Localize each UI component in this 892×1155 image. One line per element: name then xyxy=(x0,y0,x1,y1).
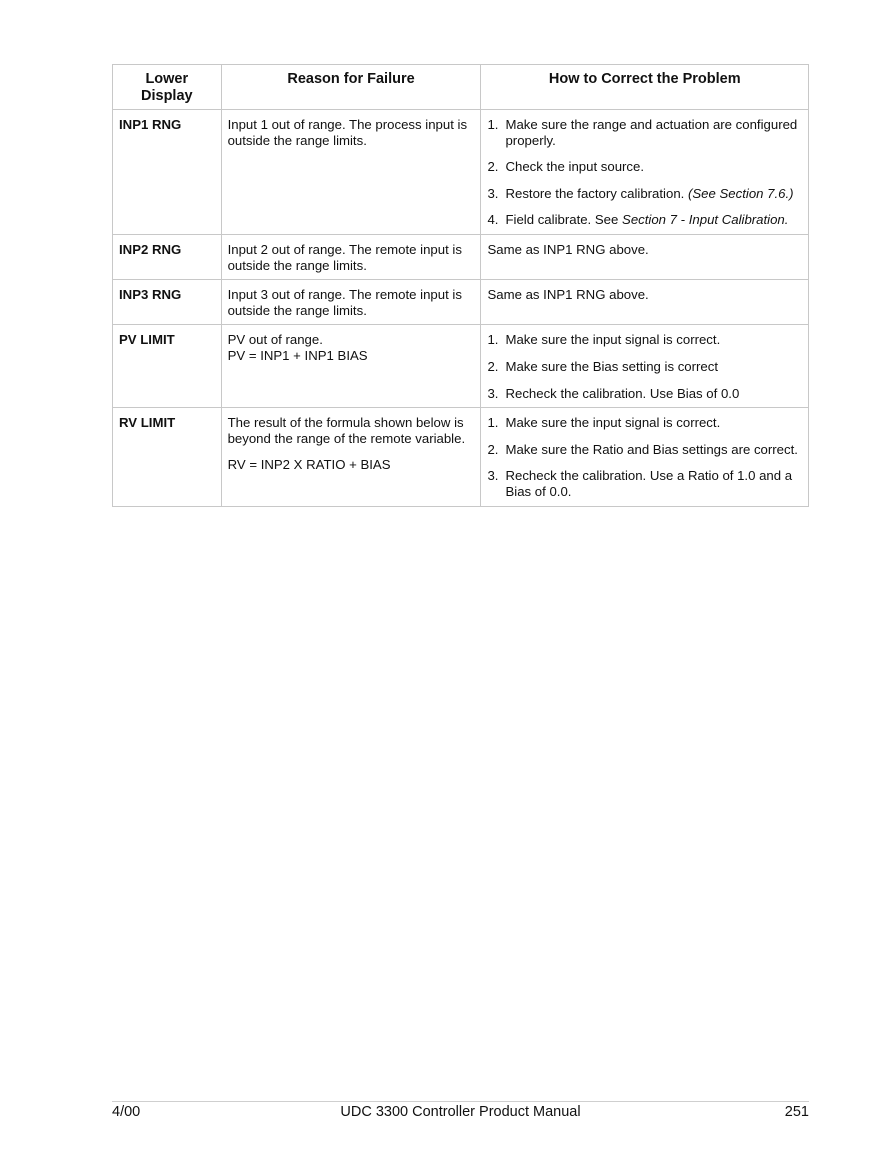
row-reason xyxy=(221,280,481,325)
step-number: 2. xyxy=(487,159,499,175)
list-item xyxy=(487,359,802,375)
step-text: Field calibrate. See xyxy=(505,212,623,228)
step-text: Make sure the range and actuation are configured properly. xyxy=(505,117,798,148)
step-number: 3. xyxy=(487,468,499,484)
list-item xyxy=(487,212,802,228)
row-reason xyxy=(221,325,481,408)
table-header-row xyxy=(113,65,809,110)
table-row xyxy=(113,408,809,506)
reason-formula: PV = INP1 + INP1 BIAS xyxy=(227,347,368,363)
page-number: 251 xyxy=(784,1104,809,1120)
row-code: INP2 RNG xyxy=(113,234,222,279)
footer-divider xyxy=(112,1101,809,1102)
step-number: 1. xyxy=(487,117,499,132)
row-code: PV LIMIT xyxy=(113,325,222,408)
row-correction: Same as INP1 RNG above. xyxy=(481,234,809,279)
list-item xyxy=(487,468,802,499)
header-correction: How to Correct the Problem xyxy=(481,65,809,110)
row-reason xyxy=(221,408,481,506)
step-number: 3. xyxy=(487,385,499,401)
footer-title: UDC 3300 Controller Product Manual xyxy=(340,1104,581,1120)
step-text: Recheck the calibration. Use a Ratio of 1.0 and a Bias of 0.0. xyxy=(505,468,793,499)
table-row xyxy=(113,325,809,408)
reason-text: Input 1 out of range. The process input is outside the range limits. xyxy=(227,117,468,148)
step-text: Make sure the Ratio and Bias settings are correct. xyxy=(505,441,798,457)
row-correction xyxy=(481,408,809,506)
troubleshooting-table xyxy=(112,64,809,507)
step-number: 4. xyxy=(487,212,499,228)
row-code: INP3 RNG xyxy=(113,280,222,325)
step-number: 2. xyxy=(487,441,499,457)
footer-date: 4/00 xyxy=(112,1104,141,1120)
header-reason: Reason for Failure xyxy=(221,65,481,110)
step-text: Check the input source. xyxy=(505,159,645,175)
step-number: 1. xyxy=(487,332,499,348)
reason-text: Input 2 out of range. The remote input is outside the range limits. xyxy=(227,241,462,273)
row-code: RV LIMIT xyxy=(113,408,222,506)
row-correction xyxy=(481,110,809,235)
list-item xyxy=(487,386,802,402)
list-item xyxy=(487,159,802,175)
step-text: Make sure the input signal is correct. xyxy=(505,332,721,348)
table-row xyxy=(113,110,809,235)
list-item xyxy=(487,117,802,148)
header-lower-display: Lower Display xyxy=(113,65,222,110)
reason-text: The result of the formula shown below is beyond the range of the remote variable. xyxy=(227,415,466,446)
row-reason xyxy=(221,110,481,235)
list-item xyxy=(487,332,802,348)
step-text: Make sure the Bias setting is correct xyxy=(505,358,719,374)
table-row xyxy=(113,234,809,279)
row-correction xyxy=(481,325,809,408)
section-reference: (See Section 7.6.) xyxy=(687,185,794,201)
step-number: 2. xyxy=(487,358,499,374)
correction-steps xyxy=(487,117,802,228)
step-text: Make sure the input signal is correct. xyxy=(505,415,721,431)
step-number: 1. xyxy=(487,415,499,431)
list-item xyxy=(487,442,802,458)
table-row xyxy=(113,280,809,325)
step-text: Restore the factory calibration. xyxy=(505,185,688,201)
reason-text: PV out of range. xyxy=(227,332,323,348)
reason-formula: RV = INP2 X RATIO + BIAS xyxy=(227,457,391,473)
correction-steps xyxy=(487,332,802,401)
row-correction: Same as INP1 RNG above. xyxy=(481,280,809,325)
step-text: Recheck the calibration. Use Bias of 0.0 xyxy=(505,385,740,401)
correction-steps xyxy=(487,415,802,499)
row-reason xyxy=(221,234,481,279)
step-number: 3. xyxy=(487,185,499,201)
page-footer xyxy=(112,1104,809,1124)
list-item xyxy=(487,415,802,431)
section-reference: Section 7 - Input Calibration. xyxy=(622,212,789,228)
list-item xyxy=(487,186,802,202)
reason-text: Input 3 out of range. The remote input is outside the range limits. xyxy=(227,287,462,318)
row-code: INP1 RNG xyxy=(113,110,222,235)
